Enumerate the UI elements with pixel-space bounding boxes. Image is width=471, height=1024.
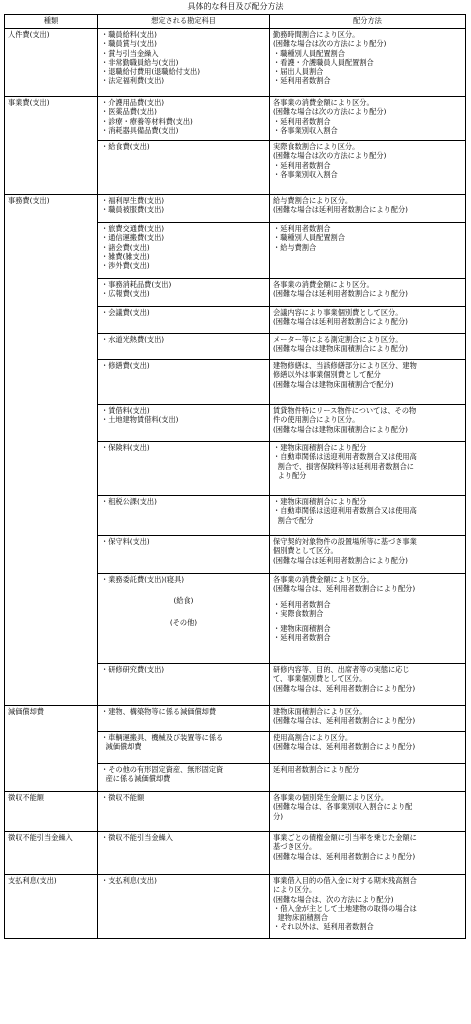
method-line: 各事業の消費金額により区分。 [273,98,374,107]
method-line: (困難な場合は延利用者数割合により配分) [273,317,408,327]
table-row [5,875,466,939]
account-cell [98,307,270,334]
account-item: ・支払利息(支出) [101,876,157,885]
method-line: 給与費割合により区分。 [273,196,353,205]
account-item: ・法定福利費(支出) [101,76,165,86]
method-line: (困難な場合は、延利用者数割合により配分) [273,716,416,726]
account-cell [98,97,270,141]
method-line: 修繕以外は事業個別費として配分 [273,370,381,380]
table-body [5,29,466,939]
account-cell [98,496,270,536]
account-item: ・雑費(雑支出) [101,251,150,261]
account-item: ・建物、構築物等に係る減価償却費 [101,707,217,716]
method-line: 各事業の個別発生金額により区分。 [273,793,389,802]
account-cell [98,792,270,832]
method-cell [270,732,466,764]
method-line: (困難な場合は建物床面積割合により配分) [273,344,408,354]
category-cell [5,360,98,405]
method-line: (困難な場合は延利用者数割合により配分) [273,289,408,299]
account-item: ・診療・療養等材料費(支出) [101,116,193,126]
account-cell [98,664,270,706]
method-cell [270,307,466,334]
method-cell [270,792,466,832]
account-cell [98,195,270,223]
account-item: ・事務消耗品費(支出) [101,280,172,289]
method-line: ・延利用者数割合 [273,116,331,126]
method-cell [270,29,466,97]
allocation-table [4,14,466,939]
account-item: ・徴収不能引当金繰入 [101,833,173,842]
table-row [5,732,466,764]
table-row [5,29,466,97]
table-row [5,223,466,279]
header-account: 想定される勘定科目 [98,15,270,29]
category-label: 徴収不能額 [8,793,44,802]
method-line: ・延利用者数割合 [273,76,331,86]
method-line: 各事業の消費金額により区分。 [273,575,374,584]
category-cell [5,536,98,574]
account-cell [98,360,270,405]
category-label: 支払利息(支出) [8,876,57,885]
account-item: ・医薬品費(支出) [101,107,157,117]
method-cell [270,279,466,307]
category-cell [5,496,98,536]
category-cell [5,792,98,832]
account-cell [98,875,270,939]
category-label: 事務費(支出) [8,196,50,205]
method-line: ・建物床面積割合により配分 [273,443,367,452]
method-line: (困難な場合は、延利用者数割合により配分) [273,584,416,594]
method-line: ・自動車関係は送迎利用者数割合又は使用高 [273,452,417,462]
method-line: (困難な場合は延利用者数割合により配分) [273,555,408,565]
account-item: ・保守料(支出) [101,537,150,546]
account-item: ・広報費(支出) [101,289,150,299]
category-cell [5,875,98,939]
account-cell [98,442,270,496]
header-type: 種類 [5,15,98,29]
method-line: (困難な場合は、各事業別収入割合により配 [273,802,413,812]
method-line: 研修内容等、目的、出席者等の実態に応じ [273,665,410,674]
account-cell [98,832,270,875]
category-cell [5,307,98,334]
account-item: ・福利厚生費(支出) [101,196,165,205]
method-line: ・延利用者数割合 [273,599,331,609]
account-item: ・職員被服費(支出) [101,205,165,215]
account-item: ・賞与引当金繰入 [101,48,159,58]
method-line: 保守契約対象物件の設置場所等に基づき事業 [273,537,417,546]
account-item: ・非常勤職員給与(支出) [101,57,179,67]
method-line: (困難な場合は、延利用者数割合により配分) [273,683,416,693]
method-line: 建物床面積割合 [273,913,328,923]
table-row [5,141,466,195]
category-cell [5,97,98,141]
method-line: ・看護・介護職員人員配置割合 [273,57,374,67]
account-cell [98,141,270,195]
account-item: ・賃借料(支出) [101,406,150,415]
account-cell [98,223,270,279]
table-row [5,496,466,536]
method-line: ・借入金が主として土地建物の取得の場合は [273,903,417,913]
method-line: ・延利用者数割合 [273,224,331,233]
category-cell [5,223,98,279]
category-cell [5,706,98,732]
method-line: (困難な場合は建物床面積割合により配分) [273,424,408,434]
method-line: て、事業個別費として区分。 [273,674,367,684]
account-cell [98,732,270,764]
category-cell [5,574,98,664]
method-line: ・建物床面積割合 [273,624,331,634]
account-item: ・職員給料(支出) [101,30,157,39]
table-row [5,442,466,496]
category-cell [5,764,98,792]
method-line: 各事業の消費金額により区分。 [273,280,374,289]
method-line: ・各事業別収入割合 [273,125,338,135]
method-line: 割合で配分 [273,515,314,525]
method-cell [270,875,466,939]
table-row [5,792,466,832]
method-cell [270,360,466,405]
account-item: ・土地建物賃借料(支出) [101,415,179,425]
method-line: (困難な場合は、次の方法により配分) [273,894,394,904]
method-cell [270,664,466,706]
method-line: 会議内容により事業個別費として区分。 [273,308,403,317]
method-line: ・職種別人員配置割合 [273,48,345,58]
category-cell [5,279,98,307]
method-line: (困難な場合は、延利用者数割合により配分) [273,851,416,861]
account-cell [98,29,270,97]
method-line: 賃貸物件特にリース物件については、その物 [273,406,417,415]
method-line: 使用高割合により区分。 [273,733,353,742]
account-item: 産に係る減価償却費 [101,774,171,784]
method-line: 建物修繕は、当該修繕部分により区分、建物 [273,361,417,370]
method-line: メーター等による測定割合により区分。 [273,335,403,344]
category-label: 事業費(支出) [8,98,50,107]
account-item: ・旅費交通費(支出) [101,224,165,233]
account-cell [98,279,270,307]
page-title: 具体的な科目及び配分方法 [187,2,284,11]
method-cell [270,832,466,875]
account-item: ・退職給付費用(退職給付支出) [101,67,201,77]
method-line: 割合で、損害保険料等は延利用者数割合に [273,461,414,471]
header-method: 配分方法 [270,15,466,29]
account-item: ・介護用品費(支出) [101,98,165,107]
method-line: (困難な場合は次の方法により配分) [273,151,387,161]
method-line: (困難な場合は延利用者数割合により配分) [273,205,408,215]
account-item: ・業務委託費(支出)(寝具) [101,575,185,584]
method-line: ・それ以外は、延利用者数割合 [273,922,374,932]
table-row [5,307,466,334]
account-cell [98,536,270,574]
method-cell [270,496,466,536]
method-line: より配分 [273,470,307,480]
table-row [5,574,466,664]
method-line: ・自動車関係は送迎利用者数割合又は使用高 [273,506,417,516]
account-item: ・租税公課(支出) [101,497,157,506]
account-item: ・消耗器具備品費(支出) [101,125,179,135]
table-row [5,195,466,223]
table-row [5,764,466,792]
method-cell [270,141,466,195]
method-cell [270,334,466,360]
account-item: ・通信運搬費(支出) [101,233,165,243]
category-cell [5,405,98,442]
method-cell [270,764,466,792]
account-item: ・会議費(支出) [101,308,150,317]
method-cell [270,706,466,732]
account-item: (その他) [169,617,198,627]
method-cell [270,536,466,574]
account-cell [98,334,270,360]
method-line: により区分。 [273,885,317,895]
category-cell [5,832,98,875]
category-cell [5,29,98,97]
account-item: ・保険料(支出) [101,443,150,452]
account-item: ・諸会費(支出) [101,242,150,252]
method-line: 個別費として区分。 [273,546,338,556]
method-line: 勤務時間割合により区分。 [273,30,360,39]
table-row [5,405,466,442]
method-line: ・延利用者数割合 [273,160,331,170]
method-line: 建物床面積割合により区分。 [273,707,367,716]
category-cell [5,442,98,496]
table-row [5,832,466,875]
method-line: ・給与費割合 [273,242,317,252]
category-cell [5,334,98,360]
account-item: ・徴収不能額 [101,793,145,802]
method-cell [270,405,466,442]
category-label: 減価償却費 [8,707,44,716]
method-line: ・各事業別収入割合 [273,169,338,179]
category-label: 人件費(支出) [8,30,50,39]
table-row [5,279,466,307]
table-row [5,334,466,360]
method-line: 延利用者数割合により配分 [273,765,360,774]
method-line: (困難な場合は次の方法により配分) [273,39,387,49]
method-line: 事業ごとの債権金額に引当率を乗じた金額に [273,833,417,842]
account-item: ・水道光熱費(支出) [101,335,165,344]
method-line: (困難な場合は次の方法により配分) [273,107,387,117]
account-item: ・その他の有形固定資産、無形固定資 [101,765,224,774]
method-cell [270,97,466,141]
method-line: (困難な場合は建物床面積割合で配分) [273,379,394,389]
method-line: 実際食数割合により区分。 [273,142,360,151]
method-cell [270,223,466,279]
table-row [5,360,466,405]
account-cell [98,574,270,664]
account-cell [98,764,270,792]
method-line: ・届出人員割合 [273,67,324,77]
account-item: ・給食費(支出) [101,142,150,151]
method-cell [270,195,466,223]
account-item: ・渉外費(支出) [101,261,150,271]
account-item: (給食) [173,596,194,606]
account-cell [98,706,270,732]
method-cell [270,574,466,664]
account-item: ・修繕費(支出) [101,361,150,370]
account-item: ・研修研究費(支出) [101,665,165,674]
method-line: 分) [273,811,283,821]
method-line: ・職種別人員配置割合 [273,233,345,243]
category-cell [5,664,98,706]
category-cell [5,141,98,195]
method-line: 事業借入目的の借入金に対する期末残高割合 [273,876,417,885]
account-item: ・車輌運搬具、機械及び装置等に係る [101,733,224,742]
table-header-row [5,15,466,29]
table-row [5,664,466,706]
method-line: 件の使用割合により区分。 [273,415,360,425]
category-cell [5,732,98,764]
category-label: 徴収不能引当金繰入 [8,833,73,842]
method-line: 基づき区分。 [273,842,317,852]
table-row [5,706,466,732]
category-cell [5,195,98,223]
method-cell [270,442,466,496]
table-row [5,97,466,141]
account-cell [98,405,270,442]
method-line: ・延利用者数割合 [273,633,331,643]
account-item: 減価償却費 [101,742,142,752]
account-item: ・職員賞与(支出) [101,39,157,49]
method-line: (困難な場合は、延利用者数割合により配分) [273,742,416,752]
table-row [5,536,466,574]
method-line: ・実際食数割合 [273,608,324,618]
method-line: ・建物床面積割合により配分 [273,497,367,506]
